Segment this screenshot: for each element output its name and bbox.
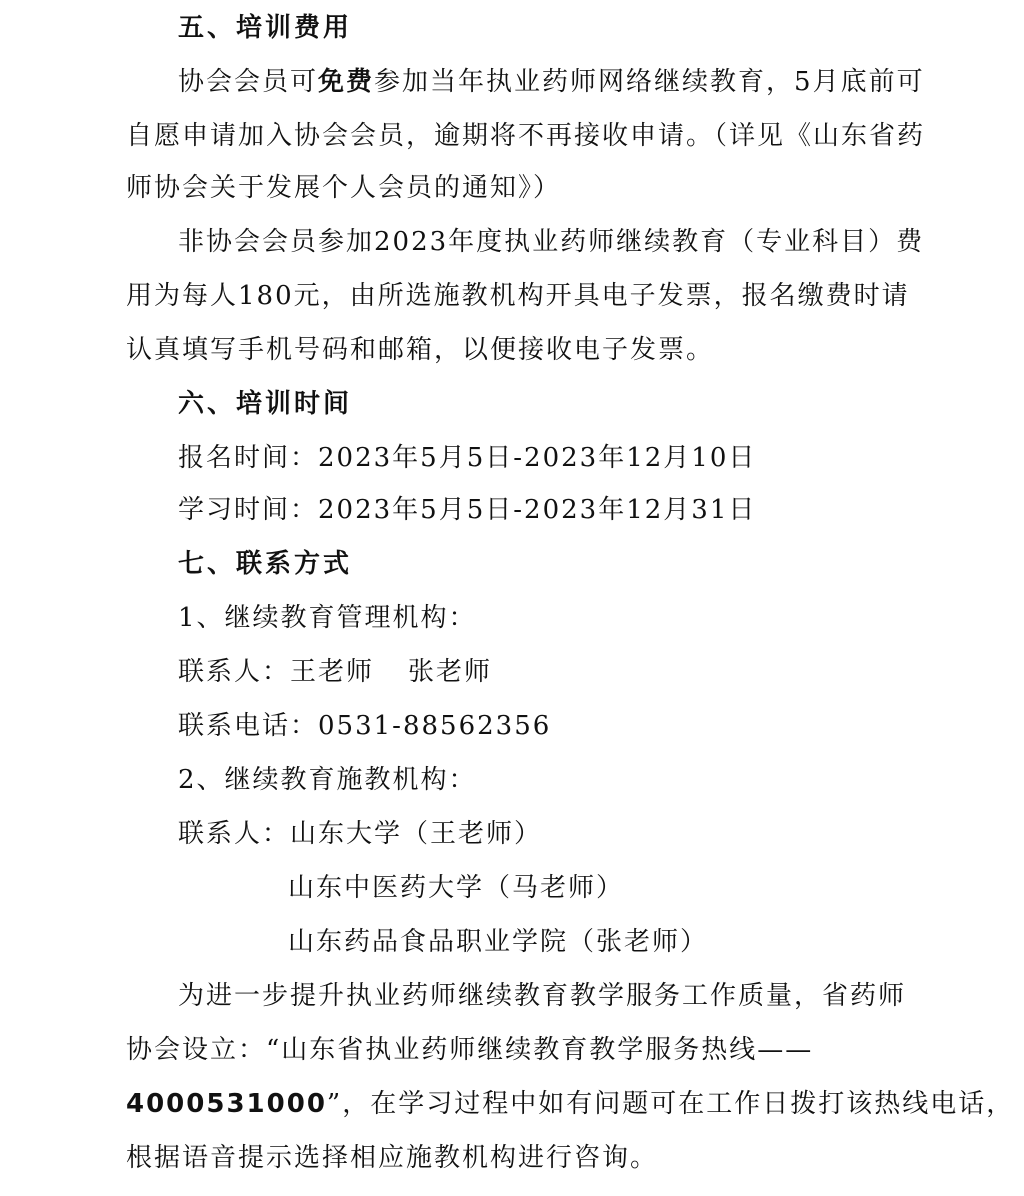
teaching-org: 山东药品食品职业学院（张老师） bbox=[288, 927, 709, 957]
text-span: 协会会员可 bbox=[178, 67, 319, 97]
paragraph-line: 为进一步提升执业药师继续教育教学服务工作质量，省药师 bbox=[178, 981, 907, 1011]
contact-name: 张老师 bbox=[408, 657, 493, 687]
contact-label: 联系人： bbox=[178, 657, 291, 687]
management-phone: 联系电话：0531-88562356 bbox=[178, 711, 552, 741]
paragraph-line: 认真填写手机号码和邮箱，以便接收电子发票。 bbox=[126, 335, 715, 365]
paragraph-line: 用为每人180元，由所选施教机构开具电子发票，报名缴费时请 bbox=[126, 281, 910, 311]
teaching-org: 山东大学（王老师） bbox=[290, 819, 543, 849]
contact-name: 王老师 bbox=[290, 657, 375, 687]
paragraph-line: 协会设立：“山东省执业药师继续教育教学服务热线—— bbox=[126, 1035, 814, 1065]
paragraph-line: 根据语音提示选择相应施教机构进行咨询。 bbox=[126, 1143, 659, 1173]
section-heading-fees: 五、培训费用 bbox=[178, 13, 353, 43]
paragraph-line bbox=[178, 62, 1024, 102]
paragraph-line: 师协会关于发展个人会员的通知》） bbox=[126, 173, 562, 203]
teaching-org-title: 2、继续教育施教机构： bbox=[178, 765, 477, 795]
hotline-number: 4000531000 bbox=[126, 1089, 327, 1119]
teaching-org: 山东中医药大学（马老师） bbox=[288, 873, 625, 903]
management-contact bbox=[178, 652, 1024, 692]
emphasis-free: 免费 bbox=[318, 67, 375, 97]
text-span: ”，在学习过程中如有问题可在工作日拨打该热线电话， bbox=[326, 1089, 1015, 1119]
study-time: 学习时间：2023年5月5日-2023年12月31日 bbox=[178, 495, 757, 525]
paragraph-line: 自愿申请加入协会会员，逾期将不再接收申请。（详见《山东省药 bbox=[126, 121, 926, 151]
paragraph-line: 非协会会员参加2023年度执业药师继续教育（专业科目）费 bbox=[178, 227, 925, 257]
management-org-title: 1、继续教育管理机构： bbox=[178, 603, 477, 633]
contact-label: 联系人： bbox=[178, 819, 291, 849]
paragraph-line bbox=[126, 1084, 1024, 1124]
text-span: 参加当年执业药师网络继续教育，5月底前可 bbox=[374, 67, 925, 97]
teaching-contact bbox=[178, 814, 1024, 854]
signup-time: 报名时间：2023年5月5日-2023年12月10日 bbox=[178, 443, 757, 473]
section-heading-contact: 七、联系方式 bbox=[178, 549, 353, 579]
section-heading-time: 六、培训时间 bbox=[178, 389, 353, 419]
